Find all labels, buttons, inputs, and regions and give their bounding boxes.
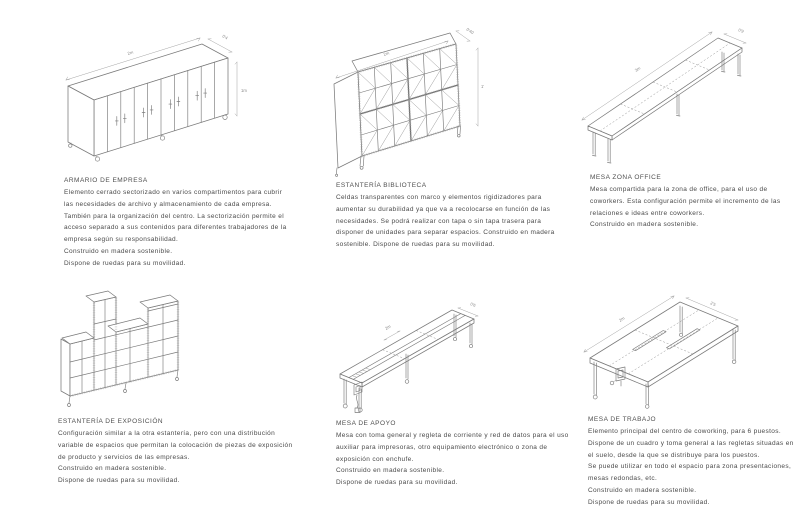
dim-label: 0'9	[737, 27, 745, 34]
dim-label: 1'	[481, 84, 485, 89]
table-top	[588, 38, 742, 140]
sketch-estanteria-de-exposicion	[60, 286, 215, 412]
dim-label: 0'6	[469, 301, 477, 308]
product-paragraph: Dispone de ruedas para su movilidad.	[336, 479, 458, 487]
product-title: MESA DE APOYO	[336, 420, 396, 427]
product-paragraph: Construido en madera sostenible.	[590, 221, 699, 229]
dashed-guides	[600, 43, 730, 131]
product-paragraph: Elemento principal del centro de coworking, para 6 puestos. Dispone de un cuadro y toma general a las regletas situadas en el suelo, desde la que se distribuye para los puestos.	[588, 428, 794, 459]
stepped-shelving-body	[61, 291, 178, 396]
product-paragraph: Se puede utilizar en todo el espacio para zona presentaciones, mesas redondas, etc.	[588, 463, 792, 483]
sketch-mesa-de-apoyo	[330, 282, 510, 414]
product-paragraph: Celdas transparentes con marco y elementos rigidizadores para aumentar su durabilidad ya que va a recolocarse en función de las necesidades. Se podrá realizar con tapa o sin tapa trasera para disponer de unidades para separar espacios. Construido en madera sostenible. Dispone de ruedas para su movilidad.	[336, 194, 555, 249]
product-title: ESTANTERÍA BIBLIOTECA	[336, 182, 427, 189]
product-paragraph: Construido en madera sostenible.	[58, 465, 167, 473]
product-title: MESA ZONA OFFICE	[590, 174, 662, 181]
dim-label: 2m	[382, 50, 390, 57]
sketch-mesa-zona-office	[578, 26, 798, 164]
product-paragraph: Elemento cerrado sectorizado en varios compartimentos para cubrir las necesidades de archivo y almacenamiento de cada empresa. También para la organización del centro. La sectorización permite el acceso separado a sus contenidos para diferentes trabajadores de la empresa según su responsabilidad.	[64, 189, 287, 244]
dim-label: 2'5	[709, 300, 717, 308]
dim-label: 2m	[384, 323, 392, 331]
product-title: ESTANTERÍA DE EXPOSICIÓN	[58, 418, 164, 425]
product-title: MESA DE TRABAJO	[588, 416, 657, 423]
product-paragraph: Construido en madera sostenible.	[336, 467, 445, 475]
dim-label: 0'4	[221, 33, 229, 41]
product-paragraph: Dispone de ruedas para su movilidad.	[588, 498, 710, 506]
sketch-armario-de-empresa	[58, 26, 268, 168]
product-paragraph: Construido en madera sostenible.	[64, 247, 173, 255]
product-paragraph: Mesa con toma general y regleta de corriente y red de datos para el uso auxiliar para impresoras, otro equipamiento electrónico o zona de exposición con enchufe.	[336, 432, 569, 463]
sketch-mesa-de-trabajo	[578, 272, 793, 412]
product-paragraph: Construido en madera sostenible.	[588, 486, 697, 494]
product-paragraph: Dispone de ruedas para su movilidad.	[64, 259, 186, 267]
product-paragraph: Configuración similar a la otra estantería, pero con una distribución variable de espacios que permitan la colocación de piezas de exposición de producto y servicios de las empresas.	[58, 430, 293, 461]
table-top	[590, 302, 738, 387]
sketch-estanteria-biblioteca	[328, 20, 493, 178]
dim-label: 2m	[617, 315, 626, 323]
dim-label: 1m	[241, 88, 247, 93]
product-paragraph: Mesa compartida para la zona de office, para el uso de coworkers. Esta configuración permite el incremento de las relaciones e ideas entre coworkers.	[590, 186, 781, 217]
dim-label: 3m	[633, 65, 642, 73]
product-title: ARMARIO DE EMPRESA	[64, 177, 148, 184]
product-paragraph: Dispone de ruedas para su movilidad.	[58, 477, 180, 485]
dim-label: 2m	[126, 49, 134, 56]
shelving-body	[334, 33, 460, 168]
dim-label: 0'40	[465, 26, 475, 36]
cabinet-body	[68, 44, 228, 156]
